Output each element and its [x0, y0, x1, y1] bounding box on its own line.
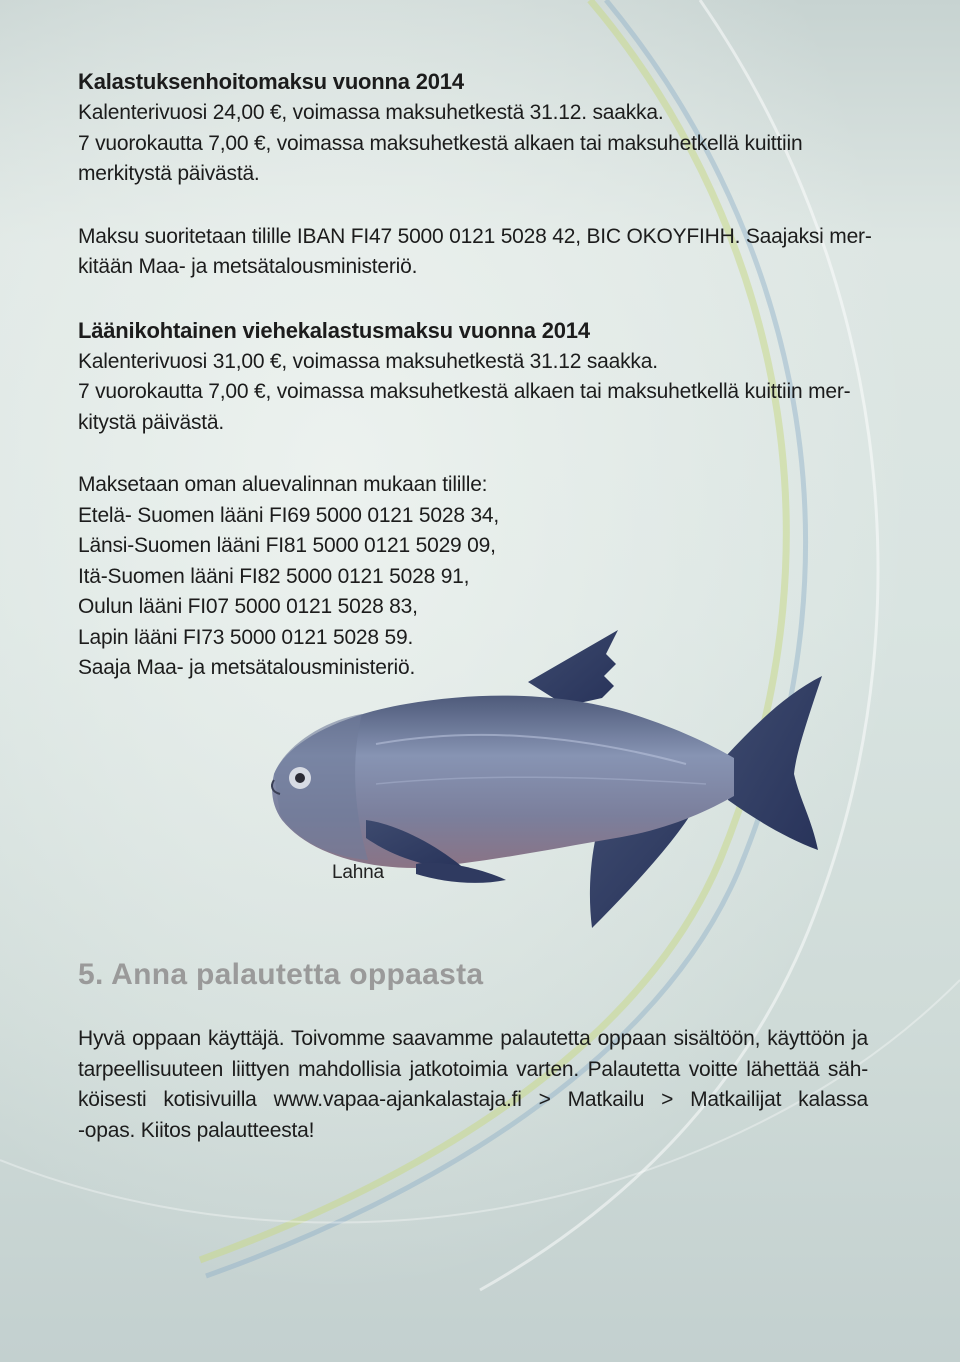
text-line: merkitystä päivästä. — [78, 162, 260, 185]
account-line: Etelä- Suomen lääni FI69 5000 0121 5028 34, — [78, 503, 500, 527]
fish-caption: Lahna — [332, 862, 384, 883]
account-line: Länsi-Suomen lääni FI81 5000 0121 5029 09, — [78, 534, 496, 557]
section-title-regional-lure-fee: Läänikohtainen viehekalastusmaksu vuonna 2014 — [78, 317, 590, 343]
text-line: 7 vuorokautta 7,00 €, voimassa maksuhetkestä alkaen tai maksuhetkellä kuittiin mer- — [78, 380, 851, 403]
text-line: Kalenterivuosi 24,00 €, voimassa maksuhetkestä 31.12. saakka. — [78, 101, 664, 124]
text-line: kitään Maa- ja metsätalousministeriö. — [78, 255, 418, 278]
text-line: -opas. Kiitos palautteesta! — [78, 1118, 315, 1142]
account-line: Itä-Suomen lääni FI82 5000 0121 5028 91, — [78, 564, 470, 588]
text-line: Hyvä oppaan käyttäjä. Toivomme saavamme palautetta oppaan sisältöön, käyttöön ja — [78, 1027, 868, 1050]
text-line: Kalenterivuosi 31,00 €, voimassa maksuhetkestä 31.12 saakka. — [78, 349, 658, 373]
text-line: Saaja Maa- ja metsätalousministeriö. — [78, 656, 416, 679]
section-title-fishing-management-fee: Kalastuksenhoitomaksu vuonna 2014 — [78, 69, 464, 94]
text-line: Maksu suoritetaan tilille IBAN FI47 5000 0121 5028 42, BIC OKOYFIHH. Saajaksi mer- — [78, 224, 872, 248]
main-content — [78, 66, 872, 684]
account-line: Lapin lääni FI73 5000 0121 5028 59. — [78, 625, 414, 649]
section-title-feedback: 5. Anna palautetta oppaasta — [78, 958, 484, 991]
text-line: 7 vuorokautta 7,00 €, voimassa maksuhetkestä alkaen tai maksuhetkellä kuittiin — [78, 131, 803, 155]
text-line: Maksetaan oman aluevalinnan mukaan tilille: — [78, 473, 488, 496]
text-line: köisesti kotisivuilla www.vapaa-ajankalastaja.fi > Matkailu > Matkailijat kalassa — [78, 1088, 868, 1111]
account-line: Oulun lääni FI07 5000 0121 5028 83, — [78, 595, 418, 618]
text-line: tarpeellisuuteen liittyen mahdollisia jatkotoimia varten. Palautetta voitte lähettää säh- — [78, 1057, 868, 1081]
feedback-paragraph — [78, 1024, 868, 1146]
text-line: kitystä päivästä. — [78, 410, 224, 434]
